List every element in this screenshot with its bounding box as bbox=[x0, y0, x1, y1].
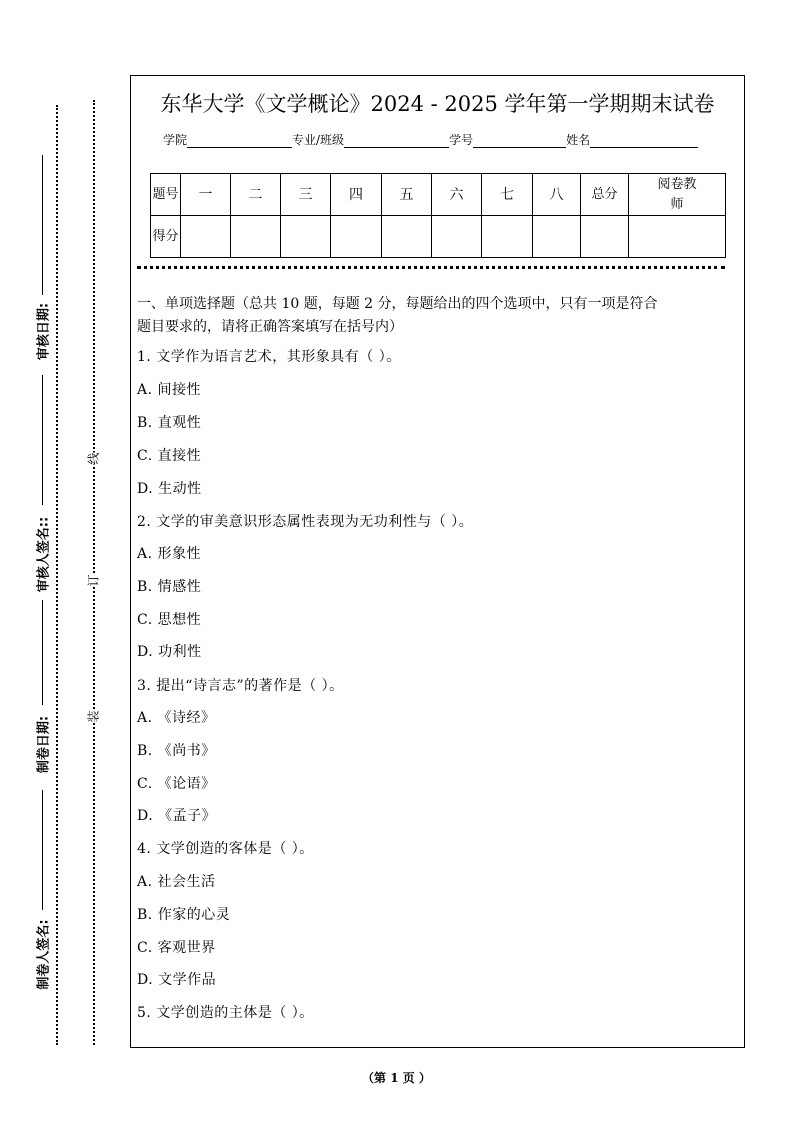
college-label: 学院 bbox=[163, 133, 188, 147]
option-item: D. 《孟子》 bbox=[137, 808, 217, 824]
major-field[interactable] bbox=[344, 133, 449, 148]
binding-fold-mark: 装 bbox=[86, 710, 101, 723]
option-item: A. 形象性 bbox=[137, 546, 202, 562]
option-item: C. 《论语》 bbox=[137, 776, 216, 792]
question-stem: 5. 文学创造的主体是（ ）。 bbox=[137, 1005, 314, 1021]
exam-title: 东华大学《文学概论》2024 - 2025 学年第一学期期末试卷 bbox=[160, 92, 715, 116]
option-item: A. 社会生活 bbox=[137, 874, 216, 890]
option-item: B. 《尚书》 bbox=[137, 743, 216, 759]
maker-sign-label: 制卷人签名: bbox=[36, 919, 52, 990]
score-cell-grader[interactable] bbox=[629, 216, 726, 258]
option-item: D. 功利性 bbox=[137, 644, 202, 660]
score-table bbox=[150, 173, 726, 258]
major-label: 专业/班级 bbox=[292, 133, 345, 147]
binding-dotted-line-inner bbox=[93, 100, 95, 1045]
score-cell-2[interactable] bbox=[231, 216, 281, 258]
score-cell-4[interactable] bbox=[331, 216, 382, 258]
college-field[interactable] bbox=[187, 133, 292, 148]
score-cell-1[interactable] bbox=[181, 216, 231, 258]
question-stem: 2. 文学的审美意识形态属性表现为无功利性与（ ）。 bbox=[137, 514, 474, 530]
score-cell-8[interactable] bbox=[533, 216, 581, 258]
option-item: A. 《诗经》 bbox=[137, 710, 216, 726]
score-header-3: 三 bbox=[281, 174, 331, 216]
score-header-8: 八 bbox=[533, 174, 581, 216]
page-number: （第 1 页 ） bbox=[362, 1071, 431, 1085]
student-id-label: 学号 bbox=[449, 133, 474, 147]
score-header-6: 六 bbox=[432, 174, 482, 216]
option-item: B. 作家的心灵 bbox=[137, 907, 231, 923]
option-item: B. 直观性 bbox=[137, 415, 202, 431]
score-header-7: 七 bbox=[482, 174, 533, 216]
reviewer-sign-line bbox=[42, 375, 43, 505]
section-heading-line2: 题目要求的，请将正确答案填写在括号内） bbox=[137, 319, 403, 335]
binding-order-mark: 订 bbox=[86, 574, 101, 587]
score-cell-7[interactable] bbox=[482, 216, 533, 258]
option-item: C. 客观世界 bbox=[137, 940, 216, 956]
score-header-2: 二 bbox=[231, 174, 281, 216]
make-date-label: 制卷日期: bbox=[36, 715, 52, 774]
score-header-4: 四 bbox=[331, 174, 382, 216]
binding-dotted-line-outer bbox=[56, 105, 58, 1045]
maker-sign-line bbox=[42, 790, 43, 910]
score-header-1: 一 bbox=[181, 174, 231, 216]
review-date-label: 审核日期: bbox=[36, 302, 52, 361]
review-date-line bbox=[42, 155, 43, 295]
option-item: C. 直接性 bbox=[137, 448, 202, 464]
option-item: A. 间接性 bbox=[137, 382, 202, 398]
option-item: D. 生动性 bbox=[137, 481, 202, 497]
section-heading-line1: 一、单项选择题（总共 10 题，每题 2 分，每题给出的四个选项中，只有一项是符合 bbox=[137, 296, 658, 312]
option-item: D. 文学作品 bbox=[137, 972, 217, 988]
student-info-row bbox=[163, 131, 698, 148]
question-stem: 3. 提出“诗言志”的著作是（ ）。 bbox=[137, 678, 344, 694]
score-cell-total[interactable] bbox=[581, 216, 629, 258]
student-id-field[interactable] bbox=[473, 133, 566, 148]
option-item: C. 思想性 bbox=[137, 612, 202, 628]
make-date-line bbox=[42, 600, 43, 705]
question-stem: 1. 文学作为语言艺术，其形象具有（ ）。 bbox=[137, 349, 401, 365]
score-row-label: 得分 bbox=[151, 216, 181, 258]
name-label: 姓名 bbox=[566, 133, 591, 147]
score-header-grader: 阅卷教师 bbox=[629, 174, 726, 216]
option-item: B. 情感性 bbox=[137, 579, 202, 595]
score-cell-3[interactable] bbox=[281, 216, 331, 258]
reviewer-sign-label: 审核人签名:: bbox=[36, 516, 52, 593]
score-cell-6[interactable] bbox=[432, 216, 482, 258]
score-header-question-no: 题号 bbox=[151, 174, 181, 216]
name-field[interactable] bbox=[590, 133, 698, 148]
score-header-total: 总分 bbox=[581, 174, 629, 216]
score-cell-5[interactable] bbox=[382, 216, 432, 258]
binding-line-mark: 线 bbox=[86, 452, 101, 465]
question-stem: 4. 文学创造的客体是（ ）。 bbox=[137, 841, 314, 857]
dotted-separator bbox=[137, 266, 725, 269]
score-header-5: 五 bbox=[382, 174, 432, 216]
